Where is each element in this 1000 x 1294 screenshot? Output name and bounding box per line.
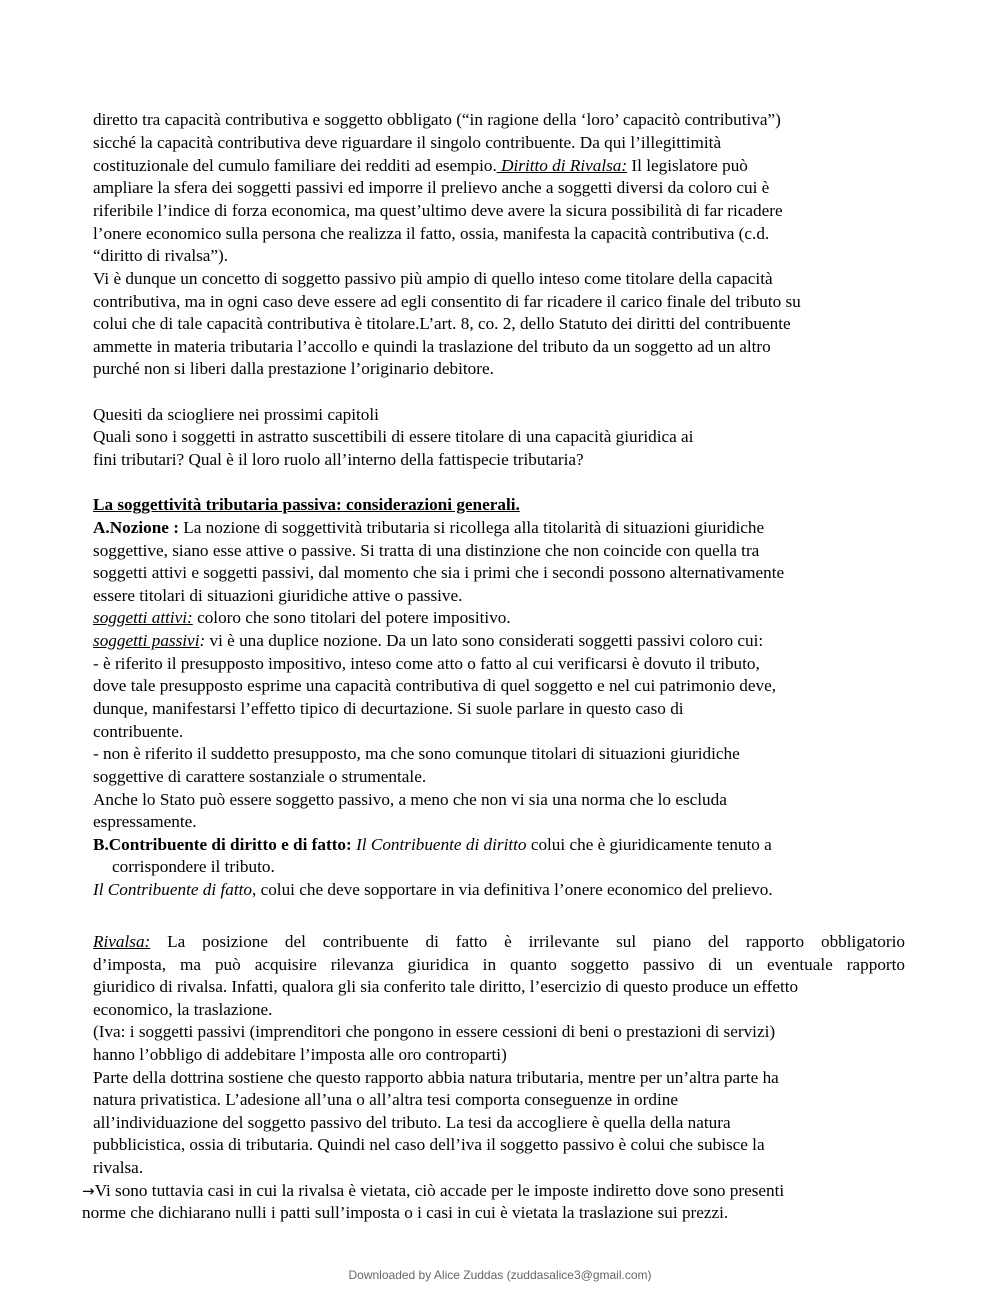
rivalsa-label: Rivalsa: (93, 932, 151, 951)
text-line: soggetti attivi e soggetti passivi, dal momento che sia i primi che i secondi possono alternativamente (93, 563, 785, 582)
text-segment: costituzionale del cumulo familiare dei redditi ad esempio. (93, 156, 497, 175)
text-line: “diritto di rivalsa”). (93, 246, 229, 265)
text-line: giuridico di rivalsa. Infatti, qualora gli sia conferito tale diritto, l’esercizio di questo produce un effetto (93, 977, 799, 996)
text-line: espressamente. (93, 812, 197, 831)
text-line: diretto tra capacità contributiva e soggetto obbligato (“in ragione della ‘loro’ capacitò contributiva”) (93, 110, 781, 129)
text-line: purché non si liberi dalla prestazione l’originario debitore. (93, 359, 494, 378)
list-item: - non è riferito il suddetto presupposto, ma che sono comunque titolari di situazioni giuridiche (93, 744, 740, 763)
text-line: essere titolari di situazioni giuridiche attive o passive. (93, 586, 463, 605)
text-line: Vi è dunque un concetto di soggetto passivo più ampio di quello inteso come titolare della capacità (93, 269, 773, 288)
text-line: economico, la traslazione. (93, 1000, 273, 1019)
text-line (93, 517, 905, 540)
text-segment: vi è una duplice nozione. Da un lato sono considerati soggetti passivi coloro cui: (205, 631, 764, 650)
text-segment: : (199, 631, 206, 650)
section-a-label: A.Nozione : (93, 518, 179, 537)
text-line: l’onere economico sulla persona che realizza il fatto, ossia, manifesta la capacità contributiva (c.d. (93, 224, 770, 243)
text-segment: Il legislatore può (627, 156, 748, 175)
text-line: rivalsa. (93, 1158, 144, 1177)
text-segment: colui che è giuridicamente tenuto a (526, 835, 772, 854)
list-item: - è riferito il presupposto impositivo, inteso come atto o fatto al cui verificarsi è dovuto il tributo, (93, 654, 760, 673)
text-line: colui che di tale capacità contributiva è titolare.L’art. 8, co. 2, dello Statuto dei diritti del contribuente (93, 314, 791, 333)
text-segment: La posizione del contribuente di fatto è irrilevante sul piano del rapporto obbligatorio (150, 932, 905, 951)
text-line: Anche lo Stato può essere soggetto passivo, a meno che non vi sia una norma che lo escluda (93, 790, 727, 809)
text-line (93, 630, 905, 653)
text-line: contributiva, ma in ogni caso deve essere ad egli consentito di far ricadere il carico finale del tributo su (93, 292, 801, 311)
text-line: soggettive, siano esse attive o passive. Si tratta di una distinzione che non coincide con quella tra (93, 541, 760, 560)
text-line: all’individuazione del soggetto passivo del tributo. La tesi da accogliere è quella della natura (93, 1113, 731, 1132)
text-line (82, 1180, 905, 1203)
soggetti-attivi-label: soggetti attivi: (93, 608, 193, 627)
arrow-right-icon: → (82, 1182, 95, 1200)
text-line (93, 879, 905, 902)
text-segment: , colui che deve sopportare in via definitiva l’onere economico del prelievo. (251, 880, 773, 899)
download-footer: Downloaded by Alice Zuddas (zuddasalice3@gmail.com) (348, 1268, 652, 1282)
text-line: hanno l’obbligo di addebitare l’imposta alle oro controparti) (93, 1045, 507, 1064)
soggetti-passivi-label: soggetti passivi (93, 631, 200, 650)
text-line: Quali sono i soggetti in astratto suscettibili di essere titolare di una capacità giuridica ai (93, 427, 694, 446)
text-line: sicché la capacità contributiva deve riguardare il singolo contribuente. Da qui l’illegittimità (93, 133, 722, 152)
text-line: dunque, manifestarsi l’effetto tipico di decurtazione. Si suole parlare in questo caso di (93, 699, 684, 718)
text-line (93, 931, 905, 954)
diritto-di-rivalsa-label: Diritto di Rivalsa: (496, 156, 628, 175)
text-line: soggettive di carattere sostanziale o strumentale. (93, 767, 427, 786)
section-b-label: B.Contribuente di diritto e di fatto: (93, 835, 352, 854)
text-line: riferibile l’indice di forza economica, ma quest’ultimo deve avere la sicura possibilità di far ricadere (93, 201, 783, 220)
text-line (93, 834, 905, 857)
text-line: ampliare la sfera dei soggetti passivi ed imporre il prelievo anche a soggetti diversi da coloro cui è (93, 178, 770, 197)
text-line: Parte della dottrina sostiene che questo rapporto abbia natura tributaria, mentre per un’altra parte ha (93, 1068, 779, 1087)
text-line (93, 155, 905, 178)
text-segment: Vi sono tuttavia casi in cui la rivalsa è vietata, ciò accade per le imposte indiretto dove sono presenti (94, 1181, 785, 1200)
section-heading: La soggettività tributaria passiva: considerazioni generali. (93, 495, 520, 514)
quesiti-title: Quesiti da sciogliere nei prossimi capitoli (93, 405, 379, 424)
text-line: natura privatistica. L’adesione all’una o all’altra tesi comporta conseguenze in ordine (93, 1090, 678, 1109)
text-line: (Iva: i soggetti passivi (imprenditori che pongono in essere cessioni di beni o prestazioni di servizi) (93, 1022, 776, 1041)
text-line: pubblicistica, ossia di tributaria. Quindi nel caso dell’iva il soggetto passivo è colui che subisce la (93, 1135, 765, 1154)
text-line: fini tributari? Qual è il loro ruolo all’interno della fattispecie tributaria? (93, 450, 584, 469)
text-segment: La nozione di soggettività tributaria si ricollega alla titolarità di situazioni giuridiche (178, 518, 765, 537)
text-line: ammette in materia tributaria l’accollo e quindi la traslazione del tributo da un soggetto ad un altro (93, 337, 771, 356)
text-line (93, 607, 905, 630)
text-line: contribuente. (93, 722, 184, 741)
contribuente-di-fatto-label: Il Contribuente di fatto (93, 880, 252, 899)
text-line: d’imposta, ma può acquisire rilevanza giuridica in quanto soggetto passivo di un eventuale rapporto (93, 955, 905, 974)
text-line: corrispondere il tributo. (112, 857, 275, 876)
contribuente-di-diritto-label: Il Contribuente di diritto (351, 835, 527, 854)
text-segment: coloro che sono titolari del potere impositivo. (192, 608, 511, 627)
text-line: norme che dichiarano nulli i patti sull’imposta o i casi in cui è vietata la traslazione sui prezzi. (82, 1203, 729, 1222)
text-line: dove tale presupposto esprime una capacità contributiva di quel soggetto e nel cui patrimonio deve, (93, 676, 776, 695)
